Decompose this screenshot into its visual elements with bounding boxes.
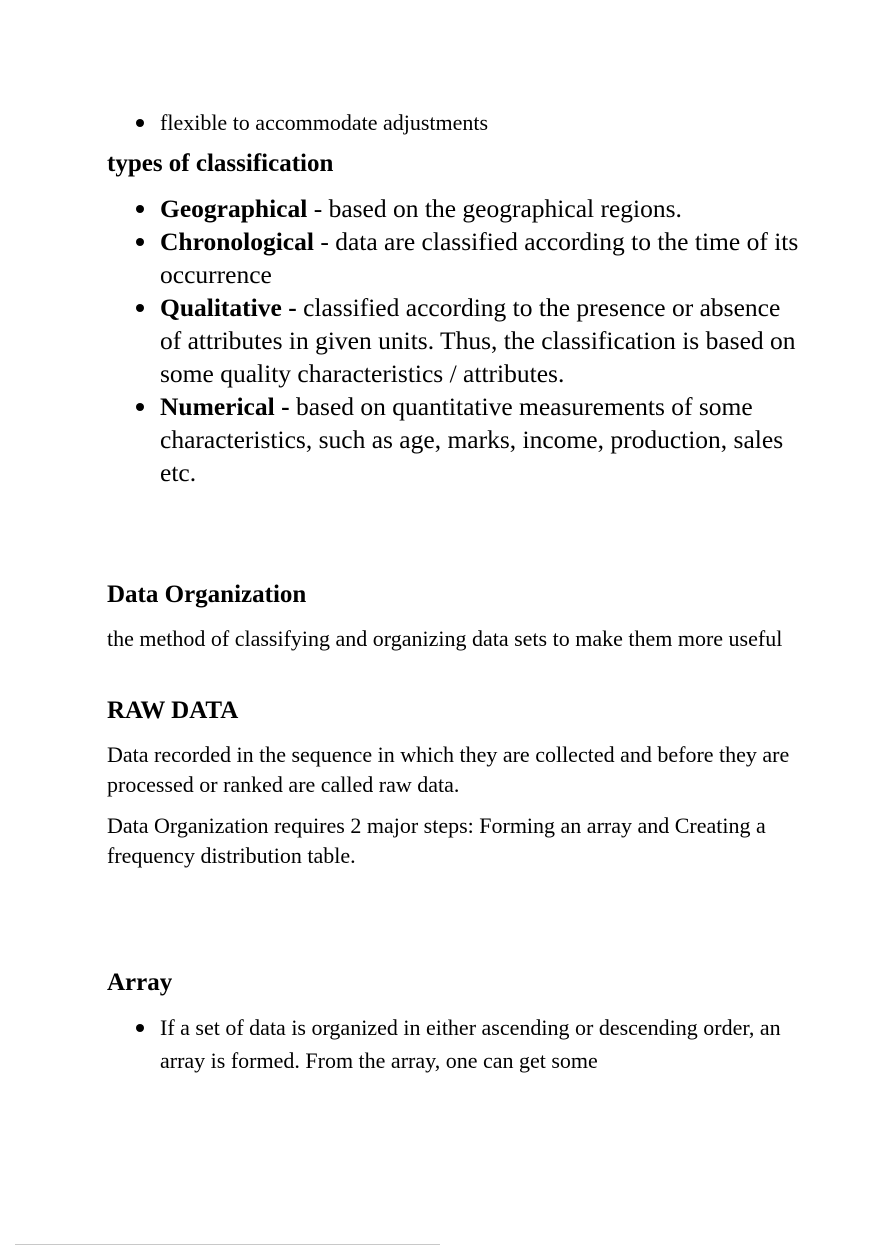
classification-types-list (107, 192, 807, 489)
term-numerical: Numerical - (160, 392, 290, 421)
desc-chronological: - data are classified according to the time of its occurrence (160, 227, 799, 289)
list-item-text: flexible to accommodate adjustments (160, 110, 489, 135)
term-qualitative: Qualitative - (160, 293, 297, 322)
list-item-numerical (107, 390, 807, 489)
term-geographical: Geographical (160, 194, 308, 223)
raw-data-paragraph: Data recorded in the sequence in which they are collected and before they are processed or ranked are called raw data. (107, 742, 790, 797)
footnote-divider (15, 1244, 440, 1245)
adjustments-list (107, 108, 807, 137)
desc-qualitative: classified according to the presence or absence of attributes in given units. Thus, the classification is based on some quality characteristics / attributes. (160, 293, 796, 388)
list-item-text: If a set of data is organized in either ascending or descending order, an array is formed. From the array, one can get some (160, 1015, 781, 1073)
list-item (107, 1012, 807, 1077)
array-list (107, 1012, 807, 1077)
raw-data-heading: RAW DATA (107, 697, 239, 724)
types-of-classification-heading: types of classification (107, 150, 334, 177)
data-organization-heading: Data Organization (107, 581, 307, 608)
term-chronological: Chronological (160, 227, 314, 256)
list-item-qualitative (107, 291, 807, 390)
list-item-chronological (107, 225, 807, 291)
data-organization-steps-paragraph: Data Organization requires 2 major steps: Forming an array and Creating a frequency distribution table. (107, 813, 766, 868)
list-item (107, 108, 807, 137)
data-organization-definition: the method of classifying and organizing data sets to make them more useful (107, 626, 783, 651)
array-heading: Array (107, 969, 173, 996)
list-item-geographical (107, 192, 807, 225)
desc-geographical: - based on the geographical regions. (307, 194, 682, 223)
desc-numerical: based on quantitative measurements of some characteristics, such as age, marks, income, production, sales etc. (160, 392, 784, 487)
